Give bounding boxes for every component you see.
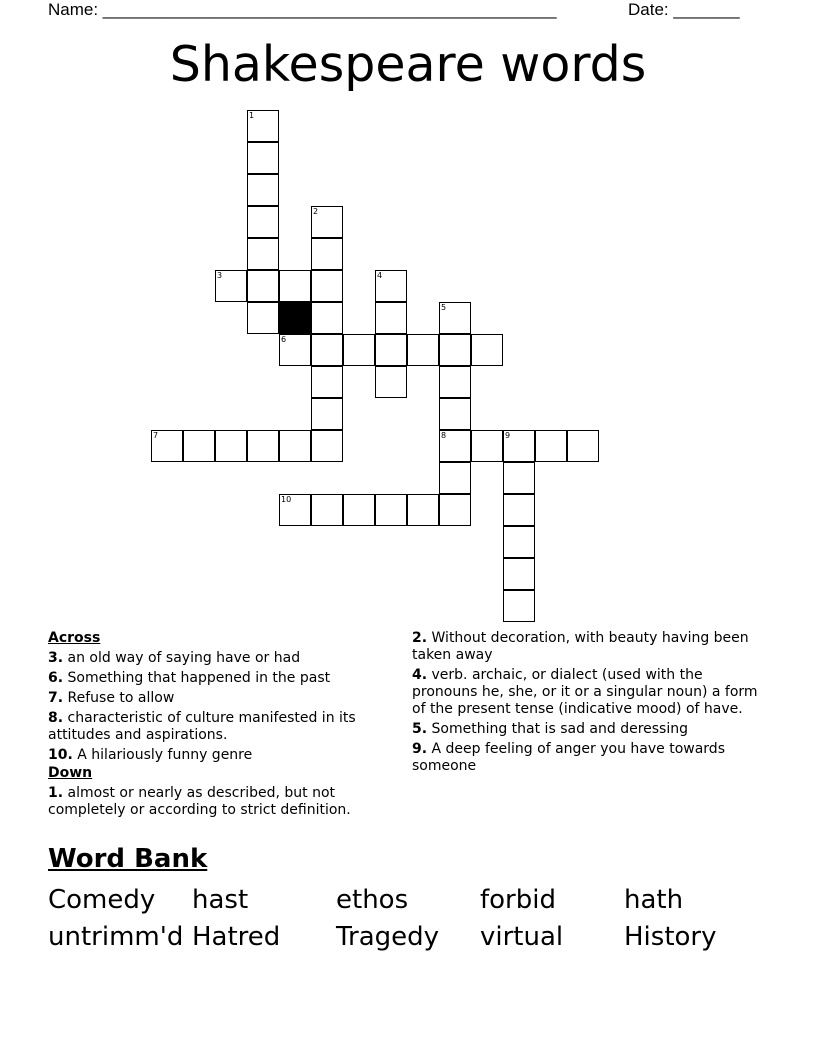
word-bank-item: forbid bbox=[480, 885, 556, 915]
grid-cell[interactable] bbox=[215, 270, 247, 302]
grid-cell[interactable] bbox=[247, 142, 279, 174]
word-bank-item: untrimm'd bbox=[48, 922, 184, 952]
grid-cell[interactable] bbox=[471, 334, 503, 366]
word-bank-item: hast bbox=[192, 885, 249, 915]
grid-cell[interactable] bbox=[375, 334, 407, 366]
grid-cell[interactable] bbox=[407, 334, 439, 366]
clue-down-2: 2. Without decoration, with beauty having been taken away bbox=[412, 630, 749, 663]
clue-across-10: 10. A hilariously funny genre bbox=[48, 747, 253, 763]
clue-down-9: 9. A deep feeling of anger you have towards someone bbox=[412, 741, 725, 774]
clue-number: 1 bbox=[249, 111, 255, 120]
clue-down-1: 1. almost or nearly as described, but not completely or according to strict definition. bbox=[48, 785, 351, 818]
grid-cell[interactable] bbox=[439, 334, 471, 366]
grid-cell[interactable] bbox=[439, 398, 471, 430]
grid-cell[interactable] bbox=[439, 462, 471, 494]
grid-cell[interactable] bbox=[343, 494, 375, 526]
grid-cell[interactable] bbox=[311, 398, 343, 430]
grid-cell[interactable] bbox=[375, 494, 407, 526]
grid-cell[interactable] bbox=[375, 366, 407, 398]
clue-across-3: 3. an old way of saying have or had bbox=[48, 650, 301, 666]
clues-left-column bbox=[48, 630, 393, 819]
grid-cell[interactable] bbox=[279, 430, 311, 462]
grid-cell[interactable] bbox=[407, 494, 439, 526]
grid-cell[interactable] bbox=[247, 174, 279, 206]
clue-number: 6 bbox=[281, 335, 287, 344]
word-bank-item: Hatred bbox=[192, 922, 281, 952]
grid-cell[interactable] bbox=[535, 430, 567, 462]
clue-number: 8 bbox=[441, 431, 447, 440]
word-bank-item: Tragedy bbox=[336, 922, 440, 952]
grid-cell[interactable] bbox=[503, 590, 535, 622]
word-bank-item: virtual bbox=[480, 922, 564, 952]
clue-number: 9 bbox=[505, 431, 511, 440]
clue-number: 2 bbox=[313, 207, 319, 216]
clue-number: 7 bbox=[153, 431, 159, 440]
grid-cell[interactable] bbox=[247, 238, 279, 270]
grid-cell[interactable] bbox=[439, 366, 471, 398]
grid-cell[interactable] bbox=[247, 302, 279, 334]
grid-cell[interactable] bbox=[503, 462, 535, 494]
grid-cell[interactable] bbox=[247, 270, 279, 302]
word-bank-item: ethos bbox=[336, 885, 409, 915]
grid-cell[interactable] bbox=[311, 302, 343, 334]
grid-cell[interactable] bbox=[151, 430, 183, 462]
clues-right-column bbox=[412, 630, 772, 775]
grid-cell[interactable] bbox=[567, 430, 599, 462]
grid-cell[interactable] bbox=[311, 206, 343, 238]
grid-cell[interactable] bbox=[471, 430, 503, 462]
grid-cell[interactable] bbox=[247, 206, 279, 238]
grid-cell[interactable] bbox=[503, 430, 535, 462]
clue-number: 5 bbox=[441, 303, 447, 312]
across-heading: Across bbox=[48, 630, 101, 646]
clue-across-7: 7. Refuse to allow bbox=[48, 690, 175, 706]
clue-across-8: 8. characteristic of culture manifested in its attitudes and aspirations. bbox=[48, 710, 356, 743]
word-bank-item: History bbox=[624, 922, 717, 952]
grid-cell[interactable] bbox=[311, 494, 343, 526]
word-bank-title: Word Bank bbox=[48, 844, 208, 874]
grid-cell[interactable] bbox=[311, 270, 343, 302]
clue-across-6: 6. Something that happened in the past bbox=[48, 670, 331, 686]
grid-cell[interactable] bbox=[279, 270, 311, 302]
grid-cell[interactable] bbox=[343, 334, 375, 366]
clue-number: 4 bbox=[377, 271, 383, 280]
grid-cell[interactable] bbox=[375, 270, 407, 302]
page-title: Shakespeare words bbox=[169, 36, 647, 93]
grid-cell[interactable] bbox=[375, 302, 407, 334]
grid-cell[interactable] bbox=[311, 334, 343, 366]
grid-cell[interactable] bbox=[503, 558, 535, 590]
grid-cell[interactable] bbox=[503, 494, 535, 526]
grid-cell[interactable] bbox=[311, 430, 343, 462]
clue-number: 10 bbox=[281, 495, 292, 504]
grid-cell[interactable] bbox=[439, 430, 471, 462]
grid-cell[interactable] bbox=[215, 430, 247, 462]
grid-cell[interactable] bbox=[247, 110, 279, 142]
grid-cell[interactable] bbox=[439, 302, 471, 334]
clue-down-5: 5. Something that is sad and deressing bbox=[412, 721, 688, 737]
down-heading: Down bbox=[48, 765, 93, 781]
grid-cell[interactable] bbox=[279, 494, 311, 526]
date-field[interactable]: Date: _______ bbox=[628, 0, 740, 19]
clue-number: 3 bbox=[217, 271, 223, 280]
grid-black-cell bbox=[279, 302, 311, 334]
name-field[interactable]: Name: ________________________________________________ bbox=[48, 0, 557, 19]
grid-cell[interactable] bbox=[247, 430, 279, 462]
grid-cell[interactable] bbox=[503, 526, 535, 558]
grid-cell[interactable] bbox=[311, 366, 343, 398]
grid-cell[interactable] bbox=[183, 430, 215, 462]
word-bank-item: hath bbox=[624, 885, 684, 915]
grid-cell[interactable] bbox=[311, 238, 343, 270]
grid-cell[interactable] bbox=[279, 334, 311, 366]
clue-down-4: 4. verb. archaic, or dialect (used with the pronouns he, she, or it or a singular noun) a form of the present tense (indicative mood) of have. bbox=[412, 667, 758, 717]
word-bank-item: Comedy bbox=[48, 885, 156, 915]
grid-cell[interactable] bbox=[439, 494, 471, 526]
